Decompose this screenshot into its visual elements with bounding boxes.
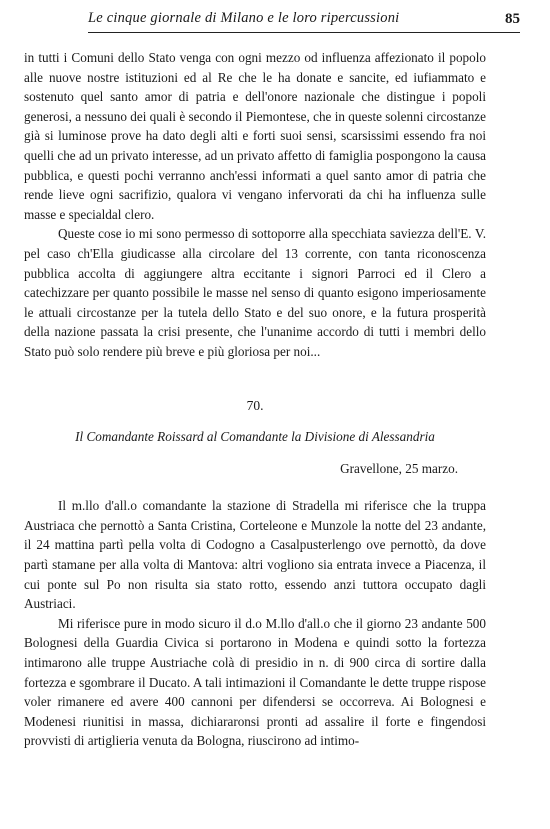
document-number: 70. [246, 397, 264, 413]
document-title: Il Comandante Roissard al Comandante la Divisione di Alessandria [75, 429, 435, 445]
paragraph-report: Il m.llo d'all.o comandante la stazione di Stradella mi riferisce che la truppa Austriaca che pernottò a Santa Cristina, Corteleone e Munzole la notte del 23 andante, il 24 mattina partì pella volta di Codogno a Casalpusterlengo ove pernottò, da dove partì stamane per alla volta di Mantova: altri vogliono sia entrata invece a Piacenza, il cui ponte sul Po non risulta sia stato rotto, essendo anzi tuttora occupato dagli Austriaci. [24, 498, 486, 612]
paragraph-continuation: in tutti i Comuni dello Stato venga con ogni mezzo od influenza affezionato il popolo alle nuove nostre istituzioni ed al Re che le ha donate e sancite, ed iufiammato e sostenuto quel santo amor di patria e dell'onore nazionale che distingue i popoli generosi, a nessuno dei quali è secondo il Piemontese, che in queste solenni circostanze già si luminose prove ha dato degli alti e forti suoi sensi, scarsissimi essendo fra noi quelli che ad un privato interesse, ad un privato affetto di famiglia pospongono la causa pubblica, e questi pochi verranno anch'essi informati a quel santo amor di patria che rende lieve ogni sacrifizio, qualora vi vengano infervorati da chi ha influenza sulle masse e specialdal clero. [24, 50, 486, 222]
body-text [24, 48, 486, 751]
running-title: Le cinque giornale di Milano e le loro ripercussioni [88, 10, 400, 26]
paragraph-modena: Mi riferisce pure in modo sicuro il d.o M.llo d'all.o che il giorno 23 andante 500 Bolognesi della Guardia Civica si portarono in Modena e quindi sotto la fortezza intimarono alle truppe Austriache colà di presidio in n. di 900 circa di sortire dalla fortezza e sgombrare il Ducato. A tali intimazioni il Comandante le dette truppe rispose voler rimanere ed avere 400 cannoni per difendersi se occorreva. Ai Bolognesi e Modenesi riunitisi in massa, dichiararonsi pronti ad assalire il forte e fingendosi provvisti di artiglieria venuta da Bologna, riuscirono ad intimo- [24, 615, 486, 749]
paragraph-request: Queste cose io mi sono permesso di sottoporre alla specchiata saviezza dell'E. V. pel caso ch'Ella giudicasse alla circolare del 13 corrente, con tanta riconoscenza pubblica accolta di aggiungere altra eccitante i signori Parroci ed il Clero a catechizzare per quanto possibile le masse nel senso di quanto esigono imperiosamente le attuali circostanze per la tutela dello Stato e del suo onore, e la futura prosperità della nazione passata la crisi presente, che l'unanime accordo di tutti i membri dello Stato può solo rendere più breve e più gloriosa per noi... [24, 226, 486, 359]
page-number: 85 [505, 11, 520, 27]
dateline: Gravellone, 25 marzo. [340, 460, 458, 476]
running-head [88, 10, 520, 33]
